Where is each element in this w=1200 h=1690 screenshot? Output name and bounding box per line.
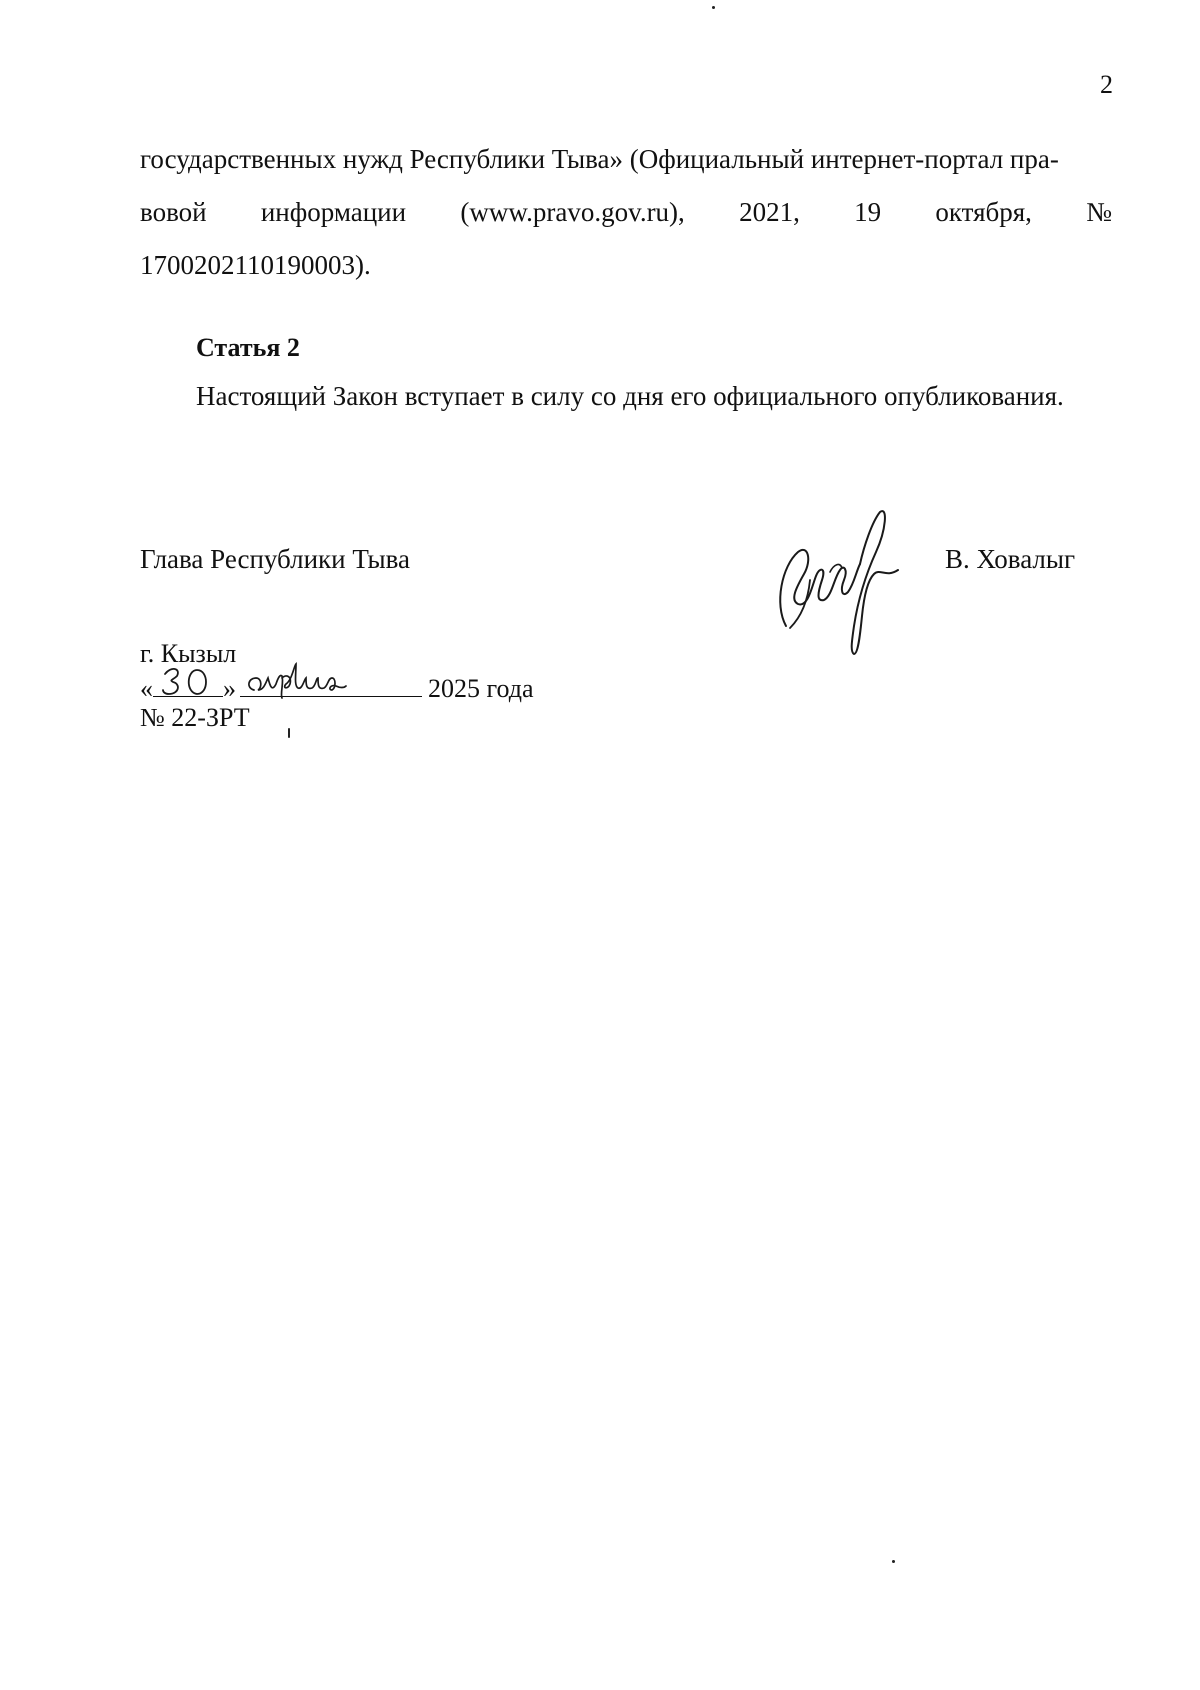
word: информации <box>260 197 407 227</box>
scan-speck <box>712 6 715 9</box>
month-blank <box>240 670 422 697</box>
handwritten-day <box>153 660 223 700</box>
handwritten-signature <box>768 508 908 658</box>
word: вовой <box>140 197 207 227</box>
date-line <box>140 670 534 705</box>
signatory-position: Глава Республики Тыва <box>140 544 411 574</box>
place-city: г. Кызыл <box>140 639 237 668</box>
page-number: 2 <box>1100 70 1113 99</box>
handwritten-month <box>240 660 422 700</box>
word: октября, <box>935 197 1032 227</box>
scan-speck <box>892 1560 895 1563</box>
paragraph-line-1: государственных нужд Республики Тыва» (Официальный интернет-портал пра- <box>140 144 1059 174</box>
paragraph-line-2 <box>140 186 1112 239</box>
continued-paragraph <box>140 133 1112 292</box>
article-title: Статья 2 <box>196 333 300 362</box>
word: № <box>1086 197 1112 227</box>
day-blank <box>153 670 223 697</box>
paragraph-line-3: 1700202110190003). <box>140 250 371 280</box>
word: 19 <box>854 197 882 227</box>
word: 2021, <box>739 197 800 227</box>
scan-speck <box>288 728 290 738</box>
signatory-name: В. Ховалыг <box>945 544 1076 574</box>
close-quote: » <box>223 674 236 703</box>
law-number: № 22-ЗРТ <box>140 703 250 732</box>
word: (www.pravo.gov.ru), <box>460 197 685 227</box>
open-quote: « <box>140 674 153 703</box>
year: 2025 года <box>428 674 534 703</box>
article-body: Настоящий Закон вступает в силу со дня его официального опубликования. <box>196 381 1064 411</box>
